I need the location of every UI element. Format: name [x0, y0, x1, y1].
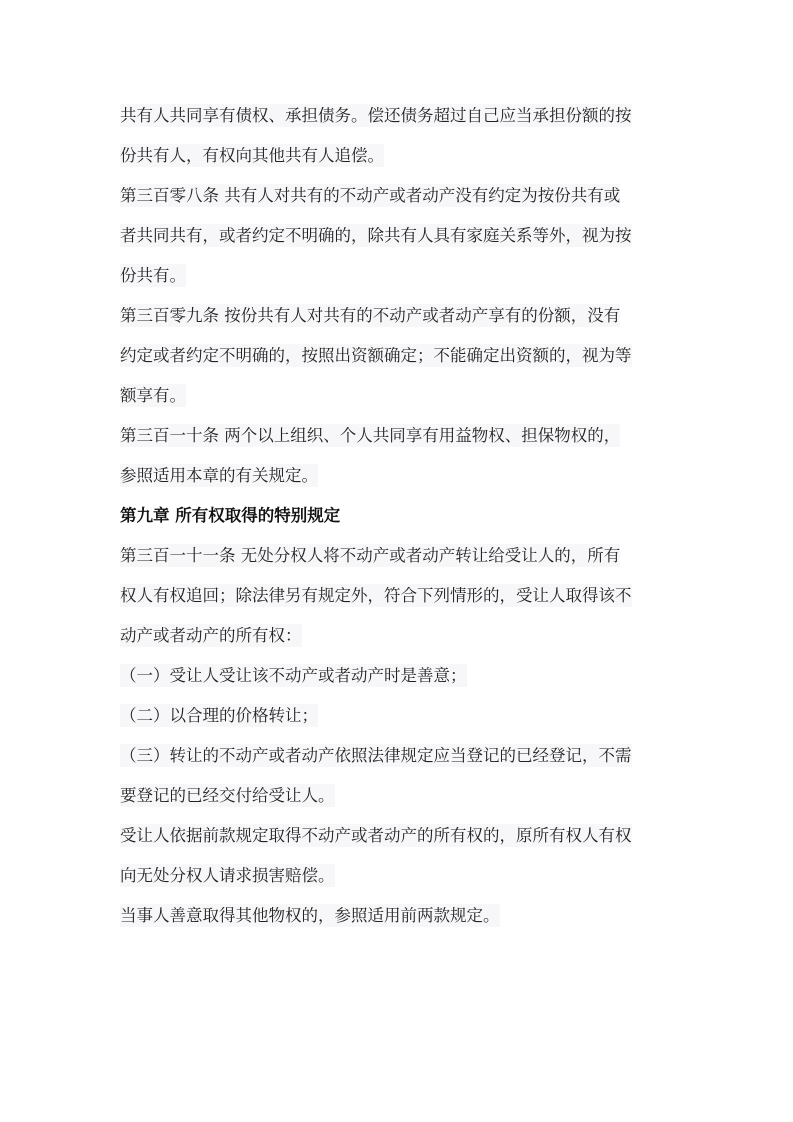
text-line: 额享有。	[120, 386, 186, 405]
text-line: （一）受让人受让该不动产或者动产时是善意；	[120, 666, 467, 685]
text-line: 要登记的已经交付给受让人。	[120, 786, 335, 805]
chapter-heading	[120, 496, 680, 536]
list-item-1	[120, 656, 680, 696]
text-line: 共有人共同享有债权、承担债务。偿还债务超过自己应当承担份额的按	[120, 106, 632, 125]
text-line: 受让人依据前款规定取得不动产或者动产的所有权的，原所有权人有权	[120, 826, 632, 845]
article-311	[120, 536, 680, 656]
article-308	[120, 176, 680, 296]
text-line: 第三百一十条 两个以上组织、个人共同享有用益物权、担保物权的，	[120, 426, 621, 445]
text-line: 份共有。	[120, 266, 186, 285]
text-line: 向无处分权人请求损害赔偿。	[120, 866, 335, 885]
text-line: 第三百零九条 按份共有人对共有的不动产或者动产享有的份额，没有	[120, 306, 621, 325]
text-line: （三）转让的不动产或者动产依照法律规定应当登记的已经登记，不需	[120, 746, 632, 765]
article-310	[120, 416, 680, 496]
paragraph-joint-debt	[120, 96, 680, 176]
paragraph-other-rights	[120, 896, 680, 936]
text-line: 权人有权追回；除法律另有规定外，符合下列情形的，受让人取得该不	[120, 586, 632, 605]
document-body	[120, 96, 680, 936]
text-line: 份共有人，有权向其他共有人追偿。	[120, 146, 384, 165]
list-item-3	[120, 736, 680, 816]
text-line: 第三百零八条 共有人对共有的不动产或者动产没有约定为按份共有或	[120, 186, 621, 205]
list-item-2	[120, 696, 680, 736]
text-line: 动产或者动产的所有权：	[120, 626, 302, 645]
text-line: 当事人善意取得其他物权的，参照适用前两款规定。	[120, 906, 500, 925]
text-line: 参照适用本章的有关规定。	[120, 466, 318, 485]
text-line: 第三百一十一条 无处分权人将不动产或者动产转让给受让人的，所有	[120, 546, 621, 565]
text-line: （二）以合理的价格转让；	[120, 706, 318, 725]
text-line: 约定或者约定不明确的，按照出资额确定；不能确定出资额的，视为等	[120, 346, 632, 365]
text-line: 者共同共有，或者约定不明确的，除共有人具有家庭关系等外，视为按	[120, 226, 632, 245]
chapter-title: 第九章 所有权取得的特别规定	[120, 506, 341, 525]
paragraph-damages-claim	[120, 816, 680, 896]
article-309	[120, 296, 680, 416]
